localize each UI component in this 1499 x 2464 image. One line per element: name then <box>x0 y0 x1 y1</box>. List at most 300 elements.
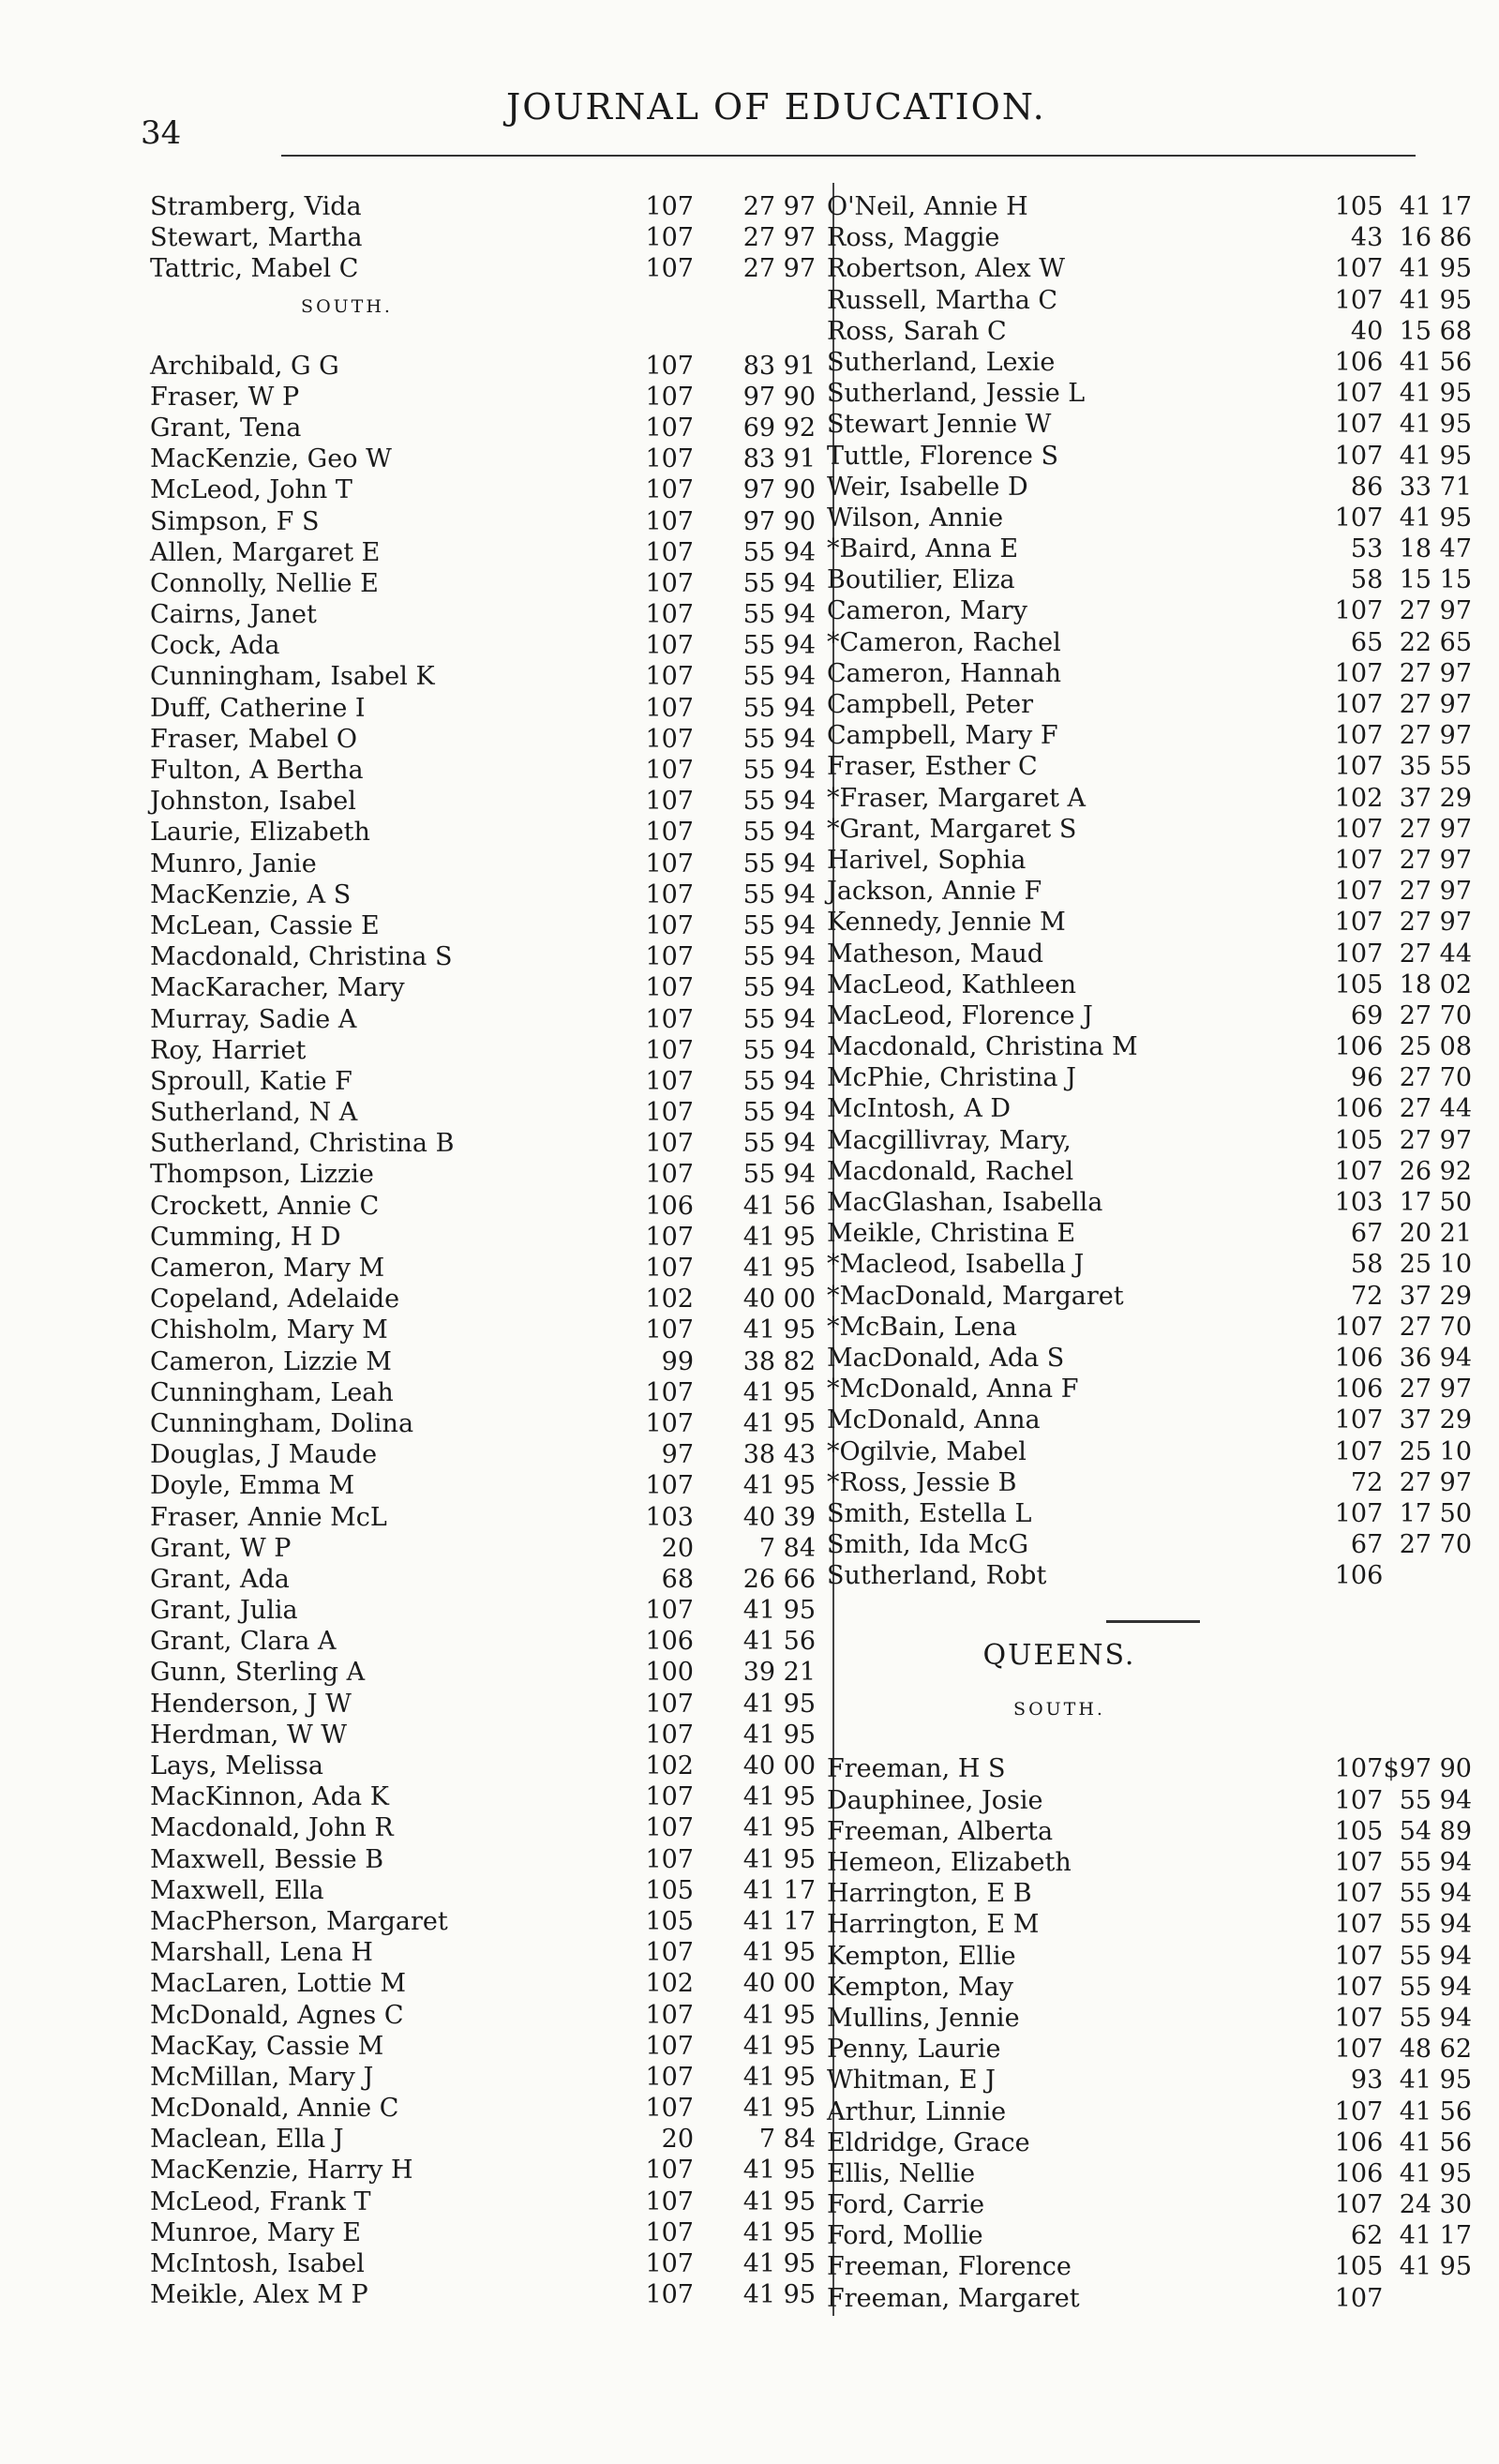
table-row <box>150 2187 816 2218</box>
entry-amount: 27 97 <box>1399 658 1472 688</box>
table-row <box>816 1313 1472 1344</box>
table-row <box>150 2280 816 2311</box>
table-row <box>816 1282 1472 1313</box>
entry-count: 105 <box>645 1906 694 1936</box>
entry-name: McLeod, Frank T <box>150 2186 371 2216</box>
entry-name: Marshall, Lena H <box>150 1938 373 1968</box>
table-row <box>816 815 1472 846</box>
table-row <box>150 1067 816 1098</box>
entry-name: *McDonald, Anna F <box>827 1375 1079 1405</box>
entry-name: MacGlashan, Isabella <box>827 1188 1103 1217</box>
entry-amount: 41 95 <box>742 1844 816 1874</box>
entry-name: Grant, Tena <box>150 413 302 443</box>
table-row <box>816 1817 1472 1848</box>
table-row <box>150 1160 816 1191</box>
table-row <box>150 631 816 662</box>
entry-count: 107 <box>645 2249 694 2278</box>
entry-name: Boutilier, Eliza <box>827 565 1015 595</box>
table-row <box>816 1188 1472 1219</box>
entry-amount: 27 97 <box>1399 814 1472 844</box>
entry-name: Sutherland, N A <box>150 1098 358 1128</box>
entry-amount: 41 95 <box>1399 2158 1472 2188</box>
entry-count: 107 <box>1334 1785 1384 1815</box>
entry-name: Sutherland, Jessie L <box>827 379 1086 409</box>
table-row <box>816 192 1472 223</box>
entry-amount: 20 21 <box>1399 1219 1472 1249</box>
entry-count: 107 <box>1334 908 1384 938</box>
entry-name: Connolly, Nellie E <box>150 568 379 598</box>
entry-amount: 41 95 <box>1399 2066 1472 2096</box>
entry-count: 107 <box>645 787 694 817</box>
entry-name: Stewart Jennie W <box>827 410 1052 440</box>
entry-name: Cock, Ada <box>150 631 280 661</box>
entry-count: 107 <box>1334 1436 1384 1466</box>
entry-count: 107 <box>645 506 694 536</box>
entry-name: Whitman, E J <box>827 2066 996 2096</box>
entry-name: *Baird, Anna E <box>827 534 1019 564</box>
entry-count: 107 <box>1334 1498 1384 1528</box>
entry-name: Stramberg, Vida <box>150 192 362 221</box>
entry-amount: 15 68 <box>1399 316 1472 346</box>
entry-count: 100 <box>645 1658 694 1688</box>
entry-name: Fraser, Annie McL <box>150 1502 387 1532</box>
entry-count: 105 <box>1334 2252 1384 2282</box>
entry-amount: 41 56 <box>742 1191 816 1221</box>
entry-name: Crockett, Annie C <box>150 1191 380 1221</box>
entry-name: Henderson, J W <box>150 1689 352 1719</box>
entry-name: Archibald, G G <box>150 351 339 381</box>
entry-name: Grant, Ada <box>150 1564 290 1594</box>
entry-name: Meikle, Alex M P <box>150 2280 368 2310</box>
entry-name: Grant, W P <box>150 1533 292 1563</box>
entry-amount: 55 94 <box>742 879 816 909</box>
entry-amount: 55 94 <box>1399 2003 1472 2033</box>
entry-name: Sutherland, Robt <box>827 1561 1047 1591</box>
entry-count: 58 <box>1350 565 1384 595</box>
entry-name: Jackson, Annie F <box>827 877 1042 907</box>
entry-count: 107 <box>645 1160 694 1190</box>
right-list <box>816 192 1472 1592</box>
entry-name: Robertson, Alex W <box>827 254 1065 284</box>
entry-count: 97 <box>661 1440 694 1470</box>
table-row <box>816 1344 1472 1375</box>
entry-count: 107 <box>645 1129 694 1159</box>
table-row <box>150 973 816 1004</box>
table-row <box>816 1848 1472 1879</box>
table-row <box>816 1561 1472 1592</box>
entry-amount: 41 95 <box>742 1315 816 1345</box>
entry-amount: 26 92 <box>1399 1156 1472 1186</box>
table-row <box>816 1754 1472 1785</box>
table-row <box>150 1254 816 1285</box>
table-row <box>150 1969 816 2000</box>
table-row <box>816 1910 1472 1941</box>
entry-amount: 41 95 <box>742 1689 816 1719</box>
table-row <box>816 1250 1472 1281</box>
entry-count: 107 <box>645 1377 694 1407</box>
entry-name: *Ogilvie, Mabel <box>827 1436 1027 1466</box>
entry-count: 103 <box>1334 1188 1384 1217</box>
entry-amount: 41 95 <box>742 1222 816 1252</box>
entry-amount: 41 17 <box>742 1906 816 1936</box>
entry-name: Maclean, Ella J <box>150 2125 344 2155</box>
table-row <box>150 1471 816 1502</box>
entry-name: Campbell, Peter <box>827 690 1034 719</box>
page-header <box>0 77 1499 152</box>
table-row <box>150 1315 816 1346</box>
table-row <box>150 1690 816 1720</box>
entry-name: Sproull, Katie F <box>150 1066 352 1096</box>
entry-count: 105 <box>645 1875 694 1905</box>
table-row <box>816 2284 1472 2315</box>
entry-amount: 7 84 <box>758 2125 816 2155</box>
entry-amount: 41 95 <box>742 2062 816 2092</box>
table-row <box>150 1751 816 1782</box>
table-row <box>150 880 816 911</box>
entry-amount: 17 50 <box>1399 1498 1472 1528</box>
queens-heading: QUEENS. <box>982 1639 1136 1673</box>
entry-amount: 40 39 <box>742 1502 816 1532</box>
entry-name: McDonald, Annie C <box>150 2094 399 2124</box>
entry-count: 107 <box>645 1315 694 1345</box>
entry-amount: 27 44 <box>1399 939 1472 969</box>
entry-amount: 55 94 <box>742 849 816 879</box>
table-row <box>816 2004 1472 2035</box>
table-row <box>816 2252 1472 2283</box>
entry-name: Munroe, Mary E <box>150 2217 361 2247</box>
table-row <box>816 2066 1472 2096</box>
table-row <box>150 1938 816 1969</box>
table-row <box>150 1876 816 1907</box>
entry-amount: 17 50 <box>1399 1188 1472 1217</box>
entry-amount: 25 10 <box>1399 1436 1472 1466</box>
table-row <box>150 1409 816 1440</box>
table-row <box>816 1032 1472 1063</box>
entry-name: Smith, Estella L <box>827 1498 1032 1528</box>
entry-count: 107 <box>1334 1848 1384 1877</box>
entry-name: Mullins, Jennie <box>827 2003 1020 2033</box>
entry-count: 105 <box>1334 1816 1384 1846</box>
entry-amount: 41 56 <box>742 1627 816 1657</box>
table-row <box>816 939 1472 970</box>
entry-count: 105 <box>1334 192 1384 221</box>
entry-count: 107 <box>645 192 694 221</box>
entry-name: Cunningham, Dolina <box>150 1408 414 1438</box>
entry-amount: 40 00 <box>742 1969 816 1999</box>
entry-amount: 40 00 <box>742 1285 816 1315</box>
entry-amount: 41 95 <box>742 1938 816 1968</box>
entry-amount: 83 91 <box>742 351 816 381</box>
entry-count: 107 <box>645 910 694 940</box>
entry-count: 69 <box>1350 1000 1384 1030</box>
entry-amount: 41 56 <box>1399 2127 1472 2157</box>
table-row <box>150 1565 816 1596</box>
entry-amount: 18 47 <box>1399 534 1472 564</box>
table-row <box>150 849 816 880</box>
table-row <box>816 908 1472 939</box>
entry-count: 107 <box>645 631 694 661</box>
entry-amount: 22 65 <box>1399 627 1472 657</box>
entry-name: Dauphinee, Josie <box>827 1785 1043 1815</box>
table-row <box>150 507 816 538</box>
entry-amount: 18 02 <box>1399 969 1472 999</box>
table-row <box>150 600 816 631</box>
entry-count: 107 <box>645 1408 694 1438</box>
entry-count: 107 <box>645 1813 694 1843</box>
entry-name: McIntosh, A D <box>827 1094 1012 1124</box>
entry-name: McDonald, Anna <box>827 1405 1041 1435</box>
table-row <box>150 1627 816 1658</box>
entry-count: 107 <box>645 693 694 723</box>
entry-amount: 41 56 <box>1399 2096 1472 2126</box>
entry-count: 67 <box>1350 1530 1384 1560</box>
entry-count: 107 <box>645 444 694 474</box>
entry-amount: 27 97 <box>742 223 816 253</box>
entry-count: 65 <box>1350 627 1384 657</box>
entry-count: 106 <box>1334 1094 1384 1124</box>
entry-name: Roy, Harriet <box>150 1035 307 1065</box>
entry-amount: 27 97 <box>1399 1467 1472 1497</box>
entry-amount: 55 94 <box>742 1098 816 1128</box>
entry-count: 107 <box>1334 285 1384 315</box>
table-row <box>816 565 1472 596</box>
entry-name: Lays, Melissa <box>150 1751 324 1780</box>
entry-name: Kempton, May <box>827 1972 1013 2002</box>
table-row <box>150 725 816 756</box>
entry-count: 107 <box>1334 721 1384 751</box>
entry-count: 107 <box>645 2186 694 2216</box>
entry-count: 106 <box>1334 1561 1384 1591</box>
entry-amount: 37 29 <box>1399 1405 1472 1435</box>
entry-count: 58 <box>1350 1250 1384 1280</box>
left-south-label: SOUTH. <box>301 295 393 317</box>
entry-name: McLean, Cassie E <box>150 910 380 940</box>
table-row <box>150 2125 816 2156</box>
table-row <box>816 721 1472 752</box>
entry-name: Smith, Ida McG <box>827 1530 1029 1560</box>
entry-name: Doyle, Emma M <box>150 1471 355 1501</box>
entry-name: Cameron, Hannah <box>827 658 1061 688</box>
entry-count: 93 <box>1350 2066 1384 2096</box>
table-row <box>150 2032 816 2063</box>
entry-count: 107 <box>1334 1910 1384 1940</box>
entry-amount: 55 94 <box>742 724 816 754</box>
entry-amount: 41 95 <box>742 1254 816 1283</box>
entry-amount: 55 94 <box>742 942 816 972</box>
entry-amount: 41 95 <box>742 2217 816 2247</box>
entry-amount: 41 95 <box>742 1596 816 1626</box>
entry-name: Maxwell, Bessie B <box>150 1844 384 1874</box>
queens-south-label: SOUTH. <box>1013 1699 1105 1720</box>
entry-count: 107 <box>1334 2096 1384 2126</box>
page-number: 34 <box>141 114 182 152</box>
entry-count: 107 <box>1334 1405 1384 1435</box>
entry-amount: 33 71 <box>1399 472 1472 502</box>
entry-amount: 41 95 <box>742 1720 816 1750</box>
entry-count: 107 <box>1334 2283 1384 2313</box>
entry-amount: 41 95 <box>1399 379 1472 409</box>
entry-count: 107 <box>645 849 694 879</box>
table-row <box>816 1094 1472 1125</box>
entry-count: 102 <box>1334 783 1384 813</box>
entry-name: *McBain, Lena <box>827 1312 1017 1342</box>
table-row <box>816 1530 1472 1561</box>
entry-amount: 55 94 <box>1399 1910 1472 1940</box>
entry-count: 107 <box>1334 2190 1384 2220</box>
entry-amount: 55 94 <box>742 787 816 817</box>
table-row <box>816 1126 1472 1157</box>
table-row <box>816 2159 1472 2190</box>
entry-name: Macdonald, John R <box>150 1813 394 1843</box>
table-row <box>816 690 1472 721</box>
entry-amount: 41 95 <box>1399 441 1472 471</box>
table-row <box>816 2190 1472 2221</box>
table-row <box>150 756 816 787</box>
entry-amount: 27 70 <box>1399 1000 1472 1030</box>
entry-count: 107 <box>1334 1754 1384 1784</box>
entry-amount: 41 95 <box>742 2094 816 2124</box>
entry-amount: 41 17 <box>1399 2221 1472 2251</box>
entry-count: 107 <box>1334 503 1384 533</box>
entry-amount: 41 95 <box>742 1408 816 1438</box>
entry-name: Ross, Sarah C <box>827 316 1007 346</box>
entry-amount: 83 91 <box>742 444 816 474</box>
table-row <box>816 752 1472 783</box>
table-row <box>150 787 816 818</box>
entry-count: 107 <box>645 1066 694 1096</box>
entry-amount: 41 95 <box>742 1782 816 1812</box>
entry-amount: 55 94 <box>1399 1941 1472 1971</box>
entry-amount: 55 94 <box>742 600 816 630</box>
entry-amount: 25 08 <box>1399 1032 1472 1062</box>
table-row <box>150 1347 816 1378</box>
journal-title: JOURNAL OF EDUCATION. <box>506 86 1046 128</box>
entry-count: 107 <box>645 942 694 972</box>
entry-name: MacPherson, Margaret <box>150 1906 448 1936</box>
spacer <box>816 1730 1472 1754</box>
table-row <box>150 1782 816 1813</box>
entry-count: 67 <box>1350 1219 1384 1249</box>
entry-count: 72 <box>1350 1281 1384 1311</box>
entry-name: Gunn, Sterling A <box>150 1658 366 1688</box>
table-row <box>816 596 1472 627</box>
entry-name: MacLaren, Lottie M <box>150 1969 407 1999</box>
table-row <box>150 383 816 413</box>
entry-name: Simpson, F S <box>150 506 320 536</box>
entry-count: 107 <box>645 223 694 253</box>
table-row <box>816 286 1472 317</box>
table-row <box>816 1942 1472 1973</box>
entry-count: 107 <box>1334 596 1384 626</box>
entry-name: Macgillivray, Mary, <box>827 1125 1072 1155</box>
table-row <box>816 1499 1472 1530</box>
entry-name: MacLeod, Florence J <box>827 1000 1093 1030</box>
entry-name: Russell, Martha C <box>827 285 1058 315</box>
table-row <box>816 1157 1472 1188</box>
entry-name: Murray, Sadie A <box>150 1004 357 1034</box>
entry-name: *Cameron, Rachel <box>827 627 1061 657</box>
table-row <box>150 911 816 942</box>
entry-name: Macdonald, Christina M <box>827 1032 1138 1062</box>
entry-amount: 41 95 <box>1399 285 1472 315</box>
table-row <box>816 223 1472 254</box>
entry-name: Cunningham, Isabel K <box>150 662 435 692</box>
entry-count: 107 <box>1334 939 1384 969</box>
right-column <box>816 192 1472 2315</box>
table-row <box>150 223 816 254</box>
entry-count: 107 <box>645 475 694 505</box>
entry-count: 107 <box>645 2000 694 2030</box>
entry-name: Maxwell, Ella <box>150 1875 324 1905</box>
entry-count: 107 <box>645 568 694 598</box>
table-row <box>150 1658 816 1689</box>
entry-name: Grant, Julia <box>150 1596 298 1626</box>
table-row <box>816 534 1472 565</box>
entry-name: Tattric, Mabel C <box>150 254 359 284</box>
queens-list <box>816 1754 1472 2314</box>
entry-name: Fraser, Esther C <box>827 752 1038 782</box>
entry-amount: 27 97 <box>1399 1125 1472 1155</box>
entry-name: Wilson, Annie <box>827 503 1004 533</box>
table-row <box>150 1098 816 1129</box>
entry-name: McMillan, Mary J <box>150 2062 374 2092</box>
entry-count: 102 <box>645 1285 694 1315</box>
entry-name: Copeland, Adelaide <box>150 1285 400 1315</box>
table-row <box>150 2156 816 2186</box>
entry-amount: 55 94 <box>742 756 816 785</box>
entry-name: McPhie, Christina J <box>827 1063 1076 1093</box>
entry-name: Macdonald, Christina S <box>150 942 453 972</box>
entry-count: 107 <box>645 351 694 381</box>
entry-amount: $97 90 <box>1383 1754 1472 1784</box>
table-row <box>816 659 1472 690</box>
entry-amount: 41 95 <box>1399 2252 1472 2282</box>
entry-name: Campbell, Mary F <box>827 721 1058 751</box>
table-row <box>150 1129 816 1160</box>
table-row <box>150 1440 816 1471</box>
spacer <box>150 327 816 352</box>
entry-name: Ross, Maggie <box>827 223 1000 253</box>
entry-count: 102 <box>645 1751 694 1780</box>
entry-count: 86 <box>1350 472 1384 502</box>
entry-name: Tuttle, Florence S <box>827 441 1058 471</box>
entry-count: 107 <box>645 1035 694 1065</box>
entry-amount: 55 94 <box>742 1066 816 1096</box>
entry-name: Fraser, W P <box>150 382 300 412</box>
entry-amount: 55 94 <box>1399 1848 1472 1877</box>
entry-amount: 27 70 <box>1399 1530 1472 1560</box>
entry-amount: 41 95 <box>742 2186 816 2216</box>
table-row <box>816 784 1472 815</box>
table-row <box>816 1063 1472 1094</box>
entry-amount: 41 17 <box>742 1875 816 1905</box>
entry-count: 107 <box>1334 2035 1384 2065</box>
entry-name: Cameron, Lizzie M <box>150 1346 392 1376</box>
entry-name: Matheson, Maud <box>827 939 1044 969</box>
table-row <box>816 2128 1472 2159</box>
entry-name: MacKenzie, Harry H <box>150 2156 413 2186</box>
entry-amount: 15 15 <box>1399 565 1472 595</box>
table-row <box>816 442 1472 473</box>
entry-name: MacDonald, Ada S <box>827 1343 1065 1373</box>
table-row <box>150 1223 816 1254</box>
entry-amount: 55 94 <box>742 1035 816 1065</box>
table-row <box>150 2249 816 2280</box>
entry-name: Cameron, Mary M <box>150 1254 385 1283</box>
entry-count: 107 <box>645 879 694 909</box>
table-row <box>816 2097 1472 2128</box>
entry-amount: 38 43 <box>742 1440 816 1470</box>
